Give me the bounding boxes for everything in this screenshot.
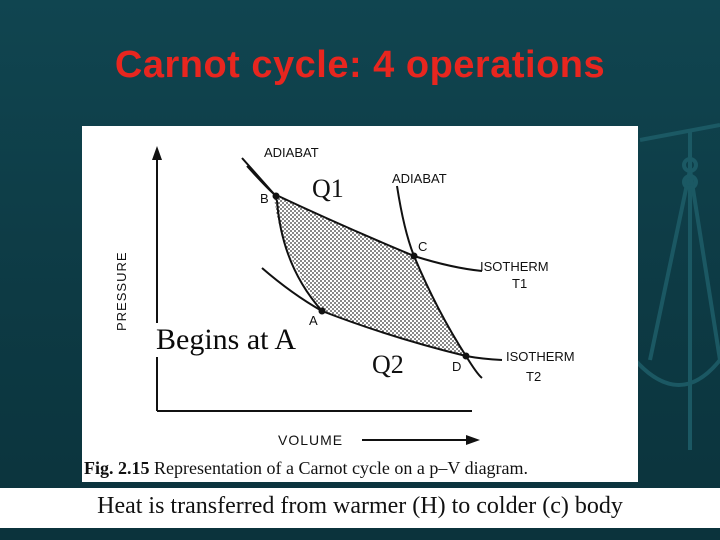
volume-axis-label: VOLUME <box>278 432 344 448</box>
point-a-label: A <box>309 313 318 328</box>
isotherm-t1-sub: T1 <box>512 276 528 291</box>
isotherm-t2-label: ISOTHERM <box>506 349 575 364</box>
point-a-marker <box>319 308 326 315</box>
point-c-marker <box>411 253 418 260</box>
point-d-label: D <box>452 359 462 374</box>
point-b-label: B <box>260 191 269 206</box>
figure-caption <box>84 458 528 479</box>
footer-text: Heat is transferred from warmer (H) to colder (c) body <box>0 488 720 528</box>
heat-out-label: Q2 <box>372 350 404 379</box>
point-d-marker <box>463 353 470 360</box>
heat-in-label: Q1 <box>312 174 344 203</box>
slide-title: Carnot cycle: 4 operations <box>114 44 606 86</box>
isotherm-t1-label: ISOTHERM <box>480 259 549 274</box>
point-c-label: C <box>418 239 428 254</box>
caption-prefix: Fig. 2.15 <box>84 458 150 478</box>
cycle-work-area <box>274 194 466 356</box>
point-b-marker <box>273 193 280 200</box>
pv-diagram-panel <box>82 126 638 482</box>
pv-diagram-svg <box>82 126 638 482</box>
adiabat-right-label: ADIABAT <box>392 171 447 186</box>
caption-text: Representation of a Carnot cycle on a p–V diagram. <box>154 458 529 478</box>
adiabat-left-label: ADIABAT <box>264 145 319 160</box>
y-axis-arrow <box>152 146 162 160</box>
scale-watermark-icon <box>630 110 720 470</box>
start-note: Begins at A <box>152 323 300 357</box>
pressure-axis-label: PRESSURE <box>114 251 129 331</box>
isotherm-t2-sub: T2 <box>526 369 542 384</box>
